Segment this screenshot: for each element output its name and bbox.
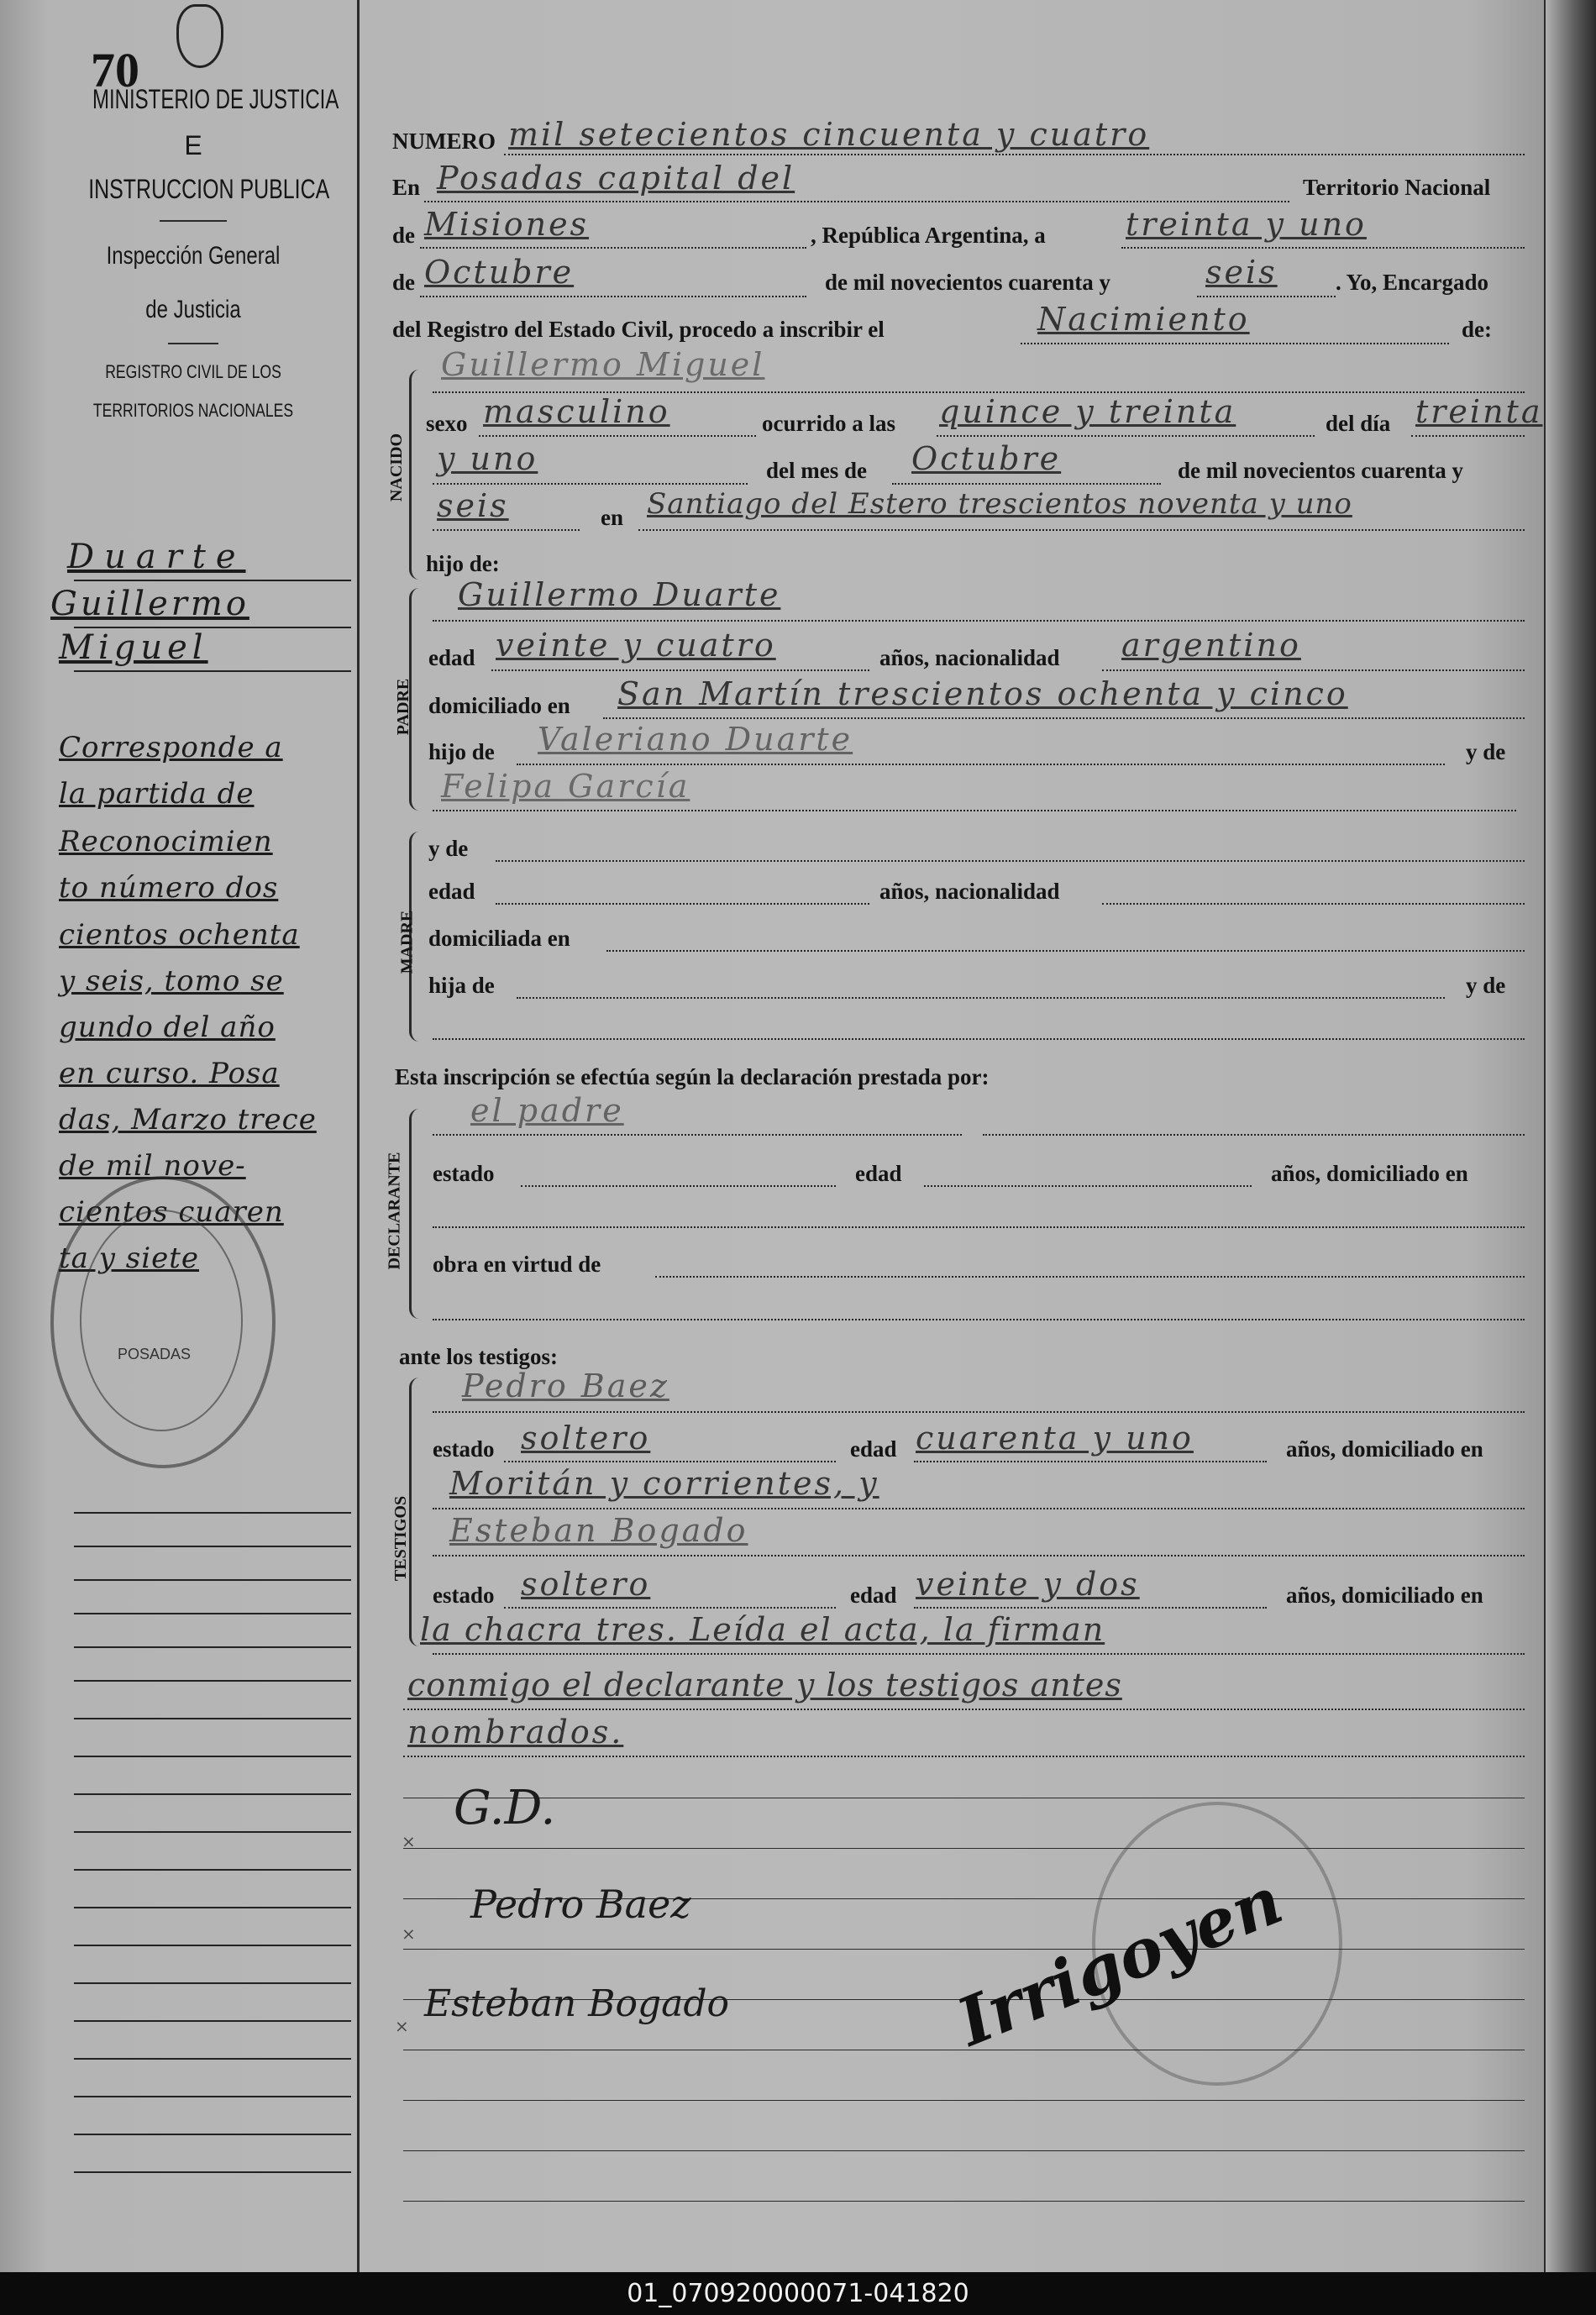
margin-line [74,2020,351,2022]
margin-note-line: de mil nove- [59,1149,246,1183]
fill-line [603,717,1525,719]
father-father: Valeriano Duarte [538,721,853,758]
anios-dom-label: años, domiciliado en [1271,1161,1468,1186]
birth-place: Santiago del Estero trescientos noventa y uno [647,487,1352,521]
fill-line [638,529,1525,531]
del-dia-label: del día [1326,411,1391,436]
inspection-line2: de Justicia [145,296,241,323]
sexo-label: sexo [426,411,468,436]
hijo-label: hijo de: [426,551,500,576]
fill-line [433,1653,1525,1655]
signature-witness2: Esteban Bogado [424,1982,730,2025]
margin-line [74,1680,351,1682]
birth-day-a: treinta [1415,393,1543,430]
estado-label: estado [433,1161,495,1186]
signature-father: G.D. [454,1781,556,1835]
testigos-label: ante los testigos: [399,1344,558,1369]
margin-line [74,1579,351,1581]
birth-day-b: y uno [437,440,538,477]
witness2-estado-label: estado [433,1583,495,1608]
father-mother: Felipa García [441,768,690,805]
witness1-estado-label: estado [433,1436,495,1462]
fill-line [433,1555,1525,1556]
registry-line1: REGISTRO CIVIL DE LOS [105,361,281,382]
margin-line [74,1512,351,1514]
coat-of-arms-icon [176,4,223,68]
child-name: Guillermo Miguel [441,346,765,383]
margin-line [74,2134,351,2135]
en-label: En [392,175,421,200]
x-mark-icon: × [395,2016,409,2036]
year-label: de mil novecientos cuarenta y [825,270,1110,295]
section-nacido: NACIDO [387,433,407,502]
margin-line [74,580,351,581]
margin-line [74,1546,351,1547]
margin-middlename: Miguel [59,628,208,667]
margin-line [74,1613,351,1614]
republica-label: , República Argentina, a [811,223,1046,248]
edad-label-2: edad [855,1161,902,1186]
declarante-value: el padre [470,1092,624,1129]
numero-label: NUMERO [392,129,496,154]
x-mark-icon: × [402,1831,416,1851]
en-lugar-label: en [601,505,623,530]
de-colon-label: de: [1462,317,1492,342]
margin-line [74,1869,351,1871]
fill-line [403,1756,1525,1757]
margin-firstname: Guillermo [50,585,249,623]
fill-line [937,435,1315,437]
de-mil-label: de mil novecientos cuarenta y [1178,458,1463,483]
fill-line [491,669,869,671]
father-address: San Martín trescientos ochenta y cinco [617,675,1348,712]
witness1-age: cuarenta y uno [916,1420,1194,1457]
time-value: quince y treinta [939,393,1236,430]
fill-line [433,1038,1525,1040]
fill-line [424,201,1289,202]
fill-line [433,483,748,485]
nacido-brace [409,370,427,580]
margin-line [74,2171,351,2173]
edad-label: edad [428,645,475,670]
father-name: Guillermo Duarte [458,576,781,613]
margin-note-line: Reconocimien [59,825,273,858]
mother-anios: años, nacionalidad [879,879,1060,904]
fill-line [433,1226,1525,1228]
closing-line1: la chacra tres. Leída el acta, la firman [420,1611,1105,1648]
fill-line [433,529,580,531]
fill-line [433,620,1525,622]
margin-line [74,1907,351,1908]
closing-line2: conmigo el declarante y los testigos antes [407,1667,1122,1703]
inspection-line1: Inspección General [106,242,281,270]
hijo-de-label: hijo de [428,739,495,764]
signature-witness1: Pedro Baez [470,1882,691,1927]
witness2-edad-label: edad [850,1583,897,1608]
margin-line [74,1831,351,1833]
signature-line [403,1848,1525,1849]
seal-text: POSADAS [118,1346,192,1362]
section-madre: MADRE [397,910,417,974]
mother-edad: edad [428,879,475,904]
fill-line [433,810,1516,811]
margin-note-line: Corresponde a [59,731,283,764]
margin-divider [357,0,360,2272]
fill-line [517,764,1445,765]
ocurrido-label: ocurrido a las [762,411,895,436]
fill-line [496,903,869,905]
birth-month: Octubre [911,440,1062,477]
mother-domiciliada: domiciliada en [428,926,570,951]
registry-line2: TERRITORIOS NACIONALES [92,400,294,421]
fill-line [403,1709,1525,1710]
witness1-edad-label: edad [850,1436,897,1462]
fill-line [1121,247,1525,249]
margin-line [74,1945,351,1946]
witness2-anios-label: años, domiciliado en [1286,1583,1483,1608]
declaracion-label: Esta inscripción se efectúa según la declaración prestada por: [395,1064,990,1089]
declarante-brace [409,1109,427,1319]
ministry-line3: INSTRUCCION PUBLICA [88,174,330,204]
witness2-name: Esteban Bogado [449,1512,748,1549]
territorio-label: Territorio Nacional [1303,175,1491,200]
month-value: Octubre [424,254,575,291]
margin-note-line: en curso. Posa [59,1057,280,1090]
fill-line [433,1134,962,1136]
fill-line [606,950,1525,952]
de-label-2: de [392,270,415,295]
witness2-age: veinte y dos [916,1566,1140,1603]
fill-line [1102,903,1525,905]
header-rule [168,343,218,344]
page-number: 70 [91,43,139,97]
margin-surname: Duarte [67,538,246,576]
day-value: treinta y uno [1126,206,1367,243]
ministry-line2: E [184,130,202,160]
section-testigos: TESTIGOS [391,1495,411,1582]
de-label: de [392,223,415,248]
fill-line [1021,343,1449,344]
witness1-anios-label: años, domiciliado en [1286,1436,1483,1462]
fill-line [914,1607,1267,1609]
registro-label: del Registro del Estado Civil, procedo a inscribir el [392,317,885,342]
margin-line [74,2058,351,2060]
testigos-brace [409,1378,427,1646]
fill-line [655,1276,1525,1278]
margin-line [74,670,351,672]
y-de-label: y de [1466,739,1506,764]
witness1-address: Moritán y corrientes, y [449,1465,879,1502]
fill-line [924,1185,1252,1187]
obra-label: obra en virtud de [433,1252,601,1277]
fill-line [1197,296,1336,297]
domiciliado-label: domiciliado en [428,693,570,718]
margin-line [74,1718,351,1719]
ministry-line1: MINISTERIO DE JUSTICIA [92,84,339,114]
fill-line [420,296,806,297]
anios-nac-label: años, nacionalidad [879,645,1060,670]
fill-line [433,1411,1525,1413]
year-value: seis [1205,254,1278,291]
witness2-estado: soltero [521,1566,651,1603]
image-id-footer: 01_070920000071-041820 [0,2272,1596,2315]
margin-line [74,1982,351,1984]
fill-line [983,1134,1525,1136]
fill-line [433,1508,1525,1509]
fill-line [504,1461,836,1462]
sexo-value: masculino [483,393,670,430]
mother-hija-de: hija de [428,973,495,998]
margin-note-line: la partida de [59,777,255,811]
signature-line [403,2201,1525,2202]
yo-label: . Yo, Encargado [1336,270,1489,295]
margin-note-line: cientos cuaren [59,1195,284,1229]
section-padre: PADRE [394,678,413,736]
fill-line [1411,435,1525,437]
fill-line [479,435,756,437]
fill-line [914,1461,1267,1462]
signature-official: Irrigoyen [947,1862,1293,2061]
margin-line [74,2096,351,2097]
margin-line [74,1646,351,1648]
birth-year: seis [437,487,509,524]
signature-line [403,1949,1525,1950]
x-mark-icon: × [402,1924,416,1944]
fill-line [521,1185,836,1187]
numero-value: mil setecientos cincuenta y cuatro [508,116,1150,153]
fill-line [517,997,1445,999]
del-mes-label: del mes de [766,458,867,483]
fill-line [504,1607,836,1609]
closing-line3: nombrados. [407,1714,624,1751]
section-declarante: DECLARANTE [385,1152,404,1270]
signature-line [403,2150,1525,2151]
right-border [1544,0,1546,2272]
margin-line [74,1793,351,1795]
fill-line [504,154,1525,155]
margin-note-line: ta y siete [59,1241,199,1275]
father-nationality: argentino [1121,627,1301,664]
territory-value: Misiones [424,206,590,243]
fill-line [1102,669,1525,671]
margin-note-line: gundo del año [59,1011,276,1044]
fill-line [496,860,1525,862]
witness1-estado: soltero [521,1420,651,1457]
father-age: veinte y cuatro [496,627,776,664]
fill-line [892,483,1161,485]
margin-note-line: cientos ochenta [59,918,300,952]
mother-y-de: y de [428,836,469,861]
witness1-name: Pedro Baez [462,1367,669,1404]
margin-note-line: das, Marzo trece [59,1103,317,1137]
fill-line [433,1319,1525,1320]
binding-edge [1546,0,1596,2272]
fill-line [420,247,806,249]
header-rule [160,220,227,222]
en-value: Posadas capital del [437,160,795,197]
margin-note-line: to número dos [59,871,279,905]
act-value: Nacimiento [1037,301,1250,338]
mother-y-de2: y de [1466,973,1506,998]
official-seal-inner [80,1210,243,1431]
margin-note-line: y seis, tomo se [59,964,284,998]
signature-line [403,2100,1525,2101]
margin-line [74,1756,351,1757]
